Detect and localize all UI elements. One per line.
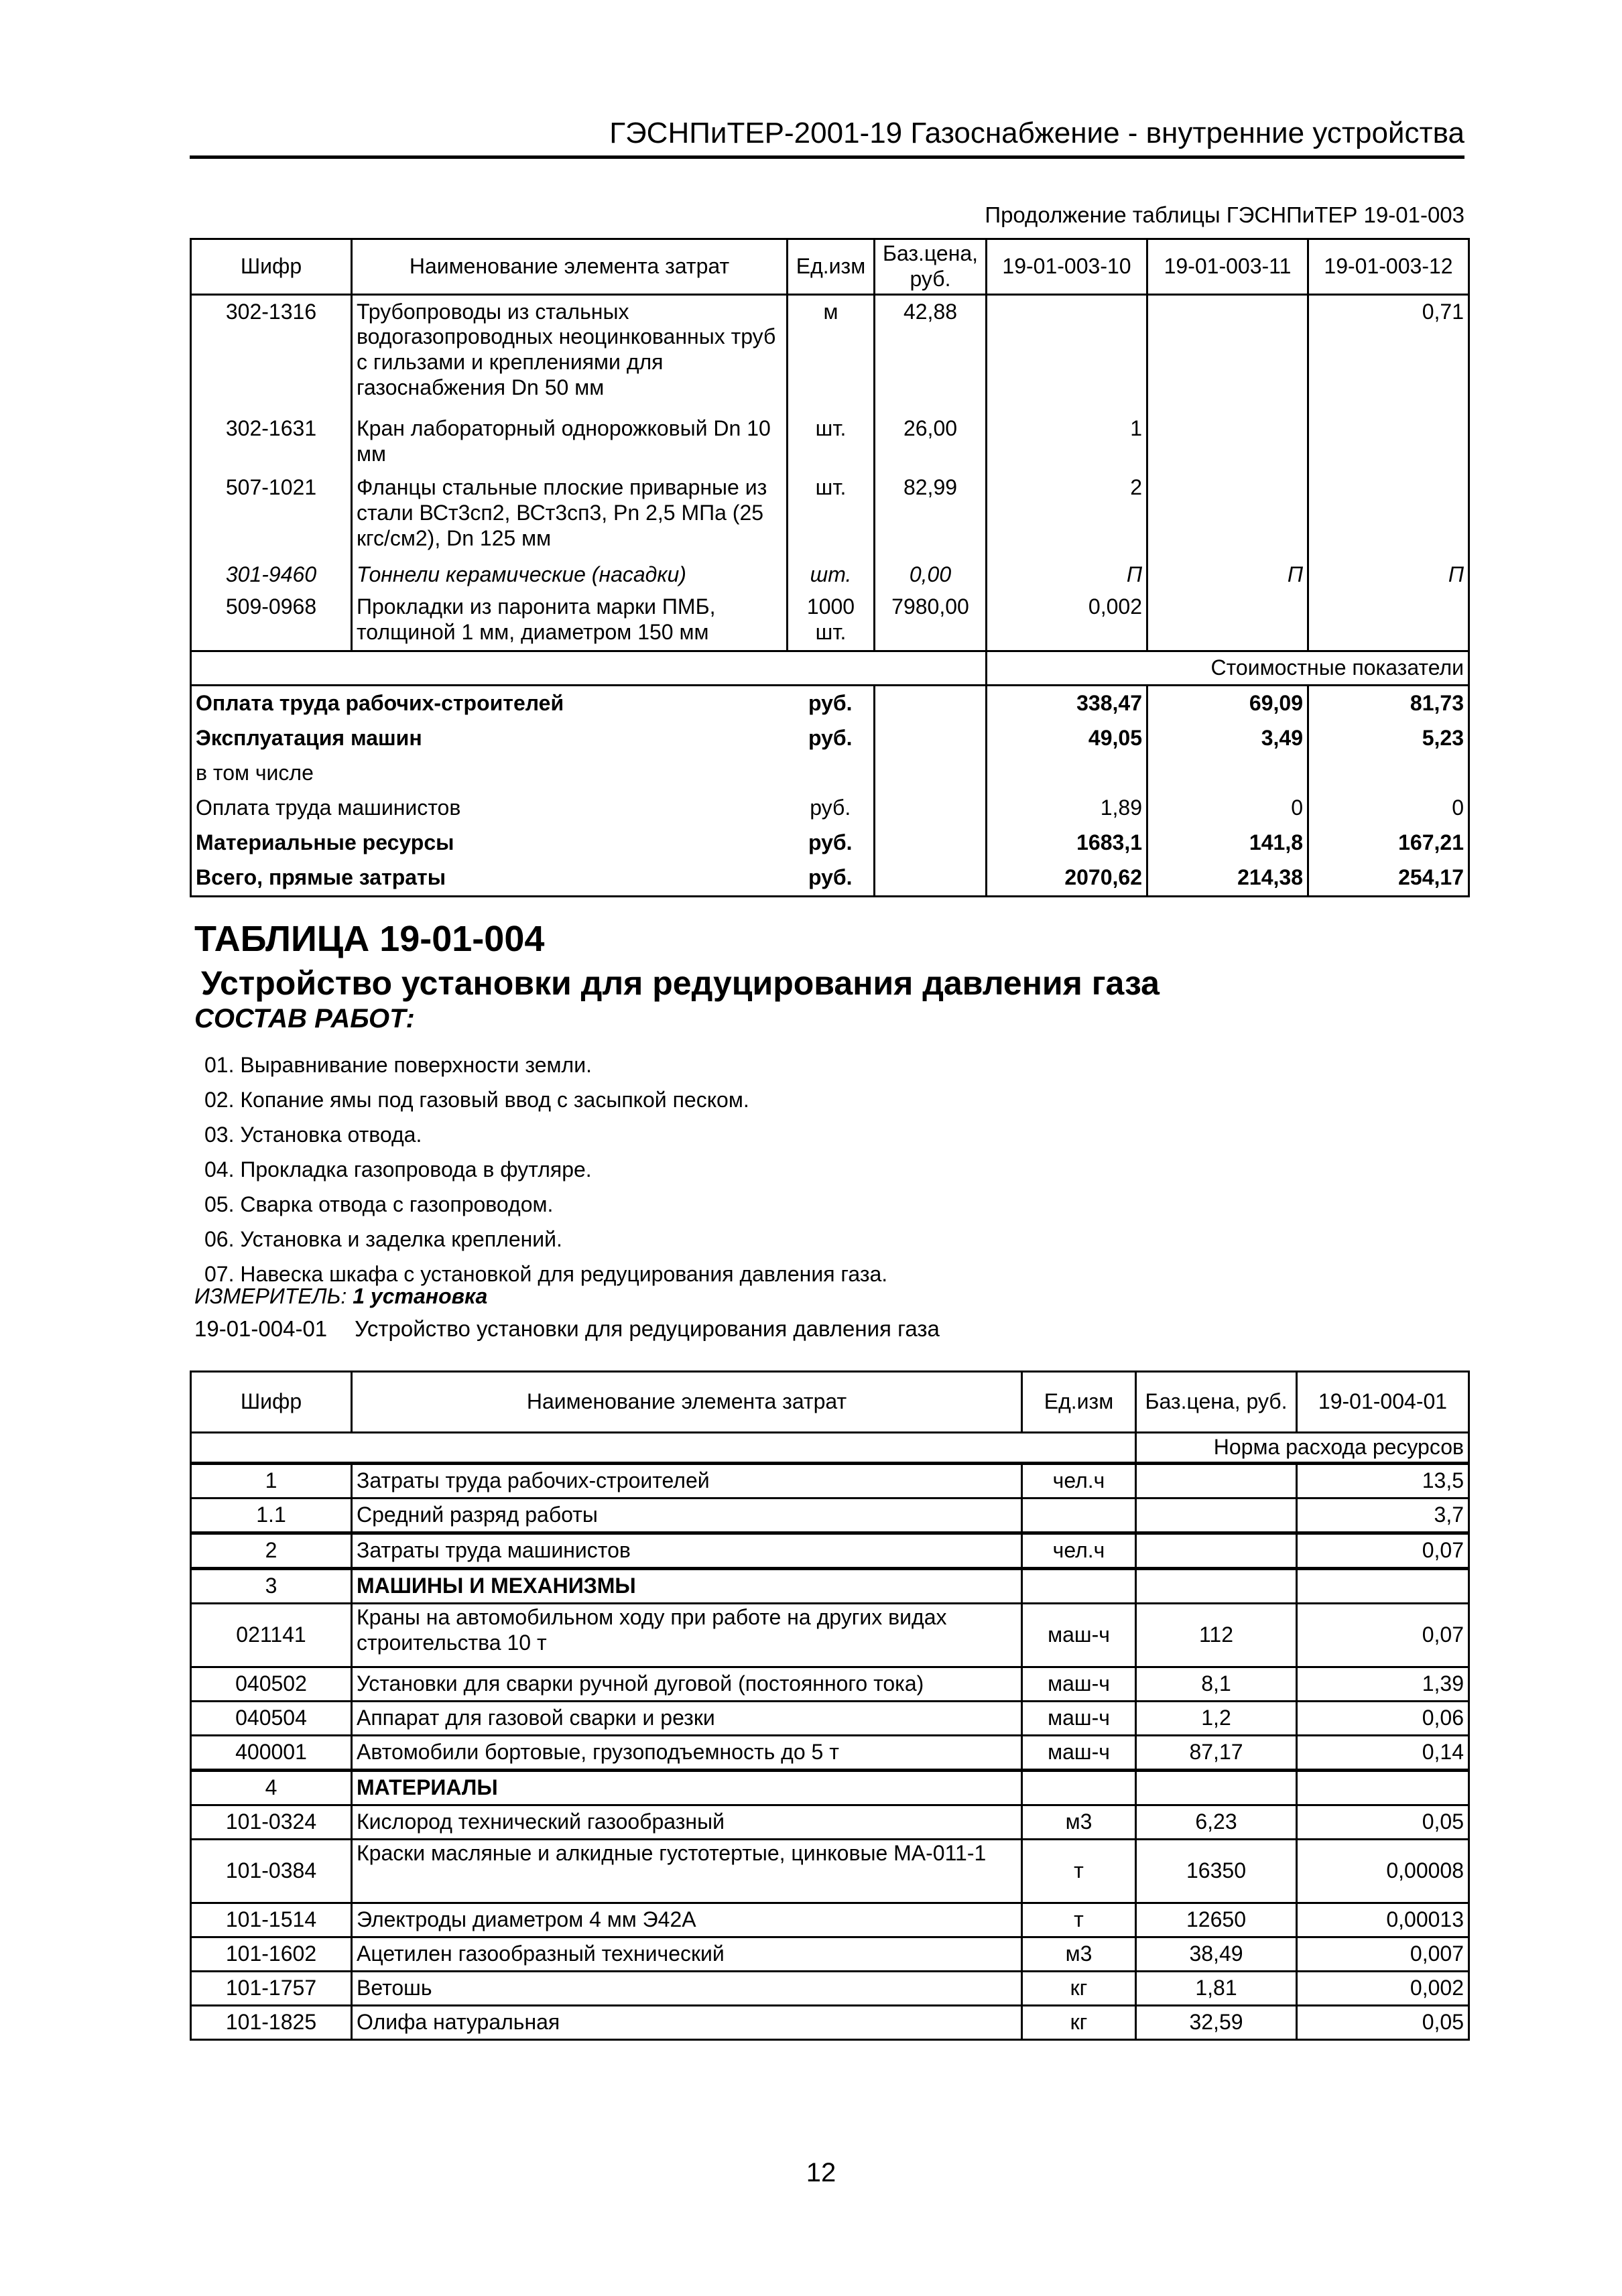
row-price (1136, 1498, 1297, 1533)
row-value: 13,5 (1297, 1464, 1469, 1498)
row-code: 507-1021 (225, 475, 317, 499)
norm-line (194, 1316, 940, 1342)
row-code: 2 (191, 1533, 352, 1569)
blank-cell (191, 651, 987, 685)
cost-value-1 (987, 756, 1147, 791)
row-code: 301-9460 (225, 562, 317, 586)
row-unit: кг (1022, 2006, 1136, 2040)
cost-price-blank (875, 721, 987, 756)
cost-row (191, 721, 1469, 756)
list-item: 06. Установка и заделка креплений. (204, 1227, 562, 1251)
row-code: 1 (191, 1464, 352, 1498)
table-row (191, 2006, 1469, 2040)
row-code: 509-0968 (225, 594, 317, 619)
row-price (1136, 1533, 1297, 1569)
row-name: МАШИНЫ И МЕХАНИЗМЫ (352, 1569, 1022, 1604)
row-code: 040504 (191, 1702, 352, 1736)
header-col-2: 19-01-003-11 (1147, 239, 1308, 295)
row-name: Ветошь (352, 1972, 1022, 2006)
row-name: Затраты труда рабочих-строителей (352, 1464, 1022, 1498)
row-price: 1,81 (1136, 1972, 1297, 2006)
cost-label: Материальные ресурсы (196, 830, 454, 854)
row-name: Фланцы стальные плоские приварные из стали ВСт3сп2, ВСт3сп3, Pn 2,5 МПа (25 кгс/см2), Dn 125 мм (352, 474, 788, 561)
cost-label: Эксплуатация машин (196, 725, 422, 750)
row-name: Краски масляные и алкидные густотертые, цинковые МА-011-1 (352, 1840, 1022, 1903)
table-row (191, 1604, 1469, 1667)
table-row (191, 294, 1469, 415)
list-item: 05. Сварка отвода с газопроводом. (204, 1192, 554, 1216)
cost-unit: руб. (788, 721, 875, 756)
row-value: 0,05 (1297, 1805, 1469, 1840)
row-value-3 (1308, 415, 1469, 474)
cost-value-2: 0 (1147, 791, 1308, 826)
row-unit: маш-ч (1022, 1667, 1136, 1702)
row-value-2 (1147, 415, 1308, 474)
header-name: Наименование элемента затрат (352, 239, 788, 295)
cost-price-blank (875, 685, 987, 721)
table-row (191, 1533, 1469, 1569)
row-unit: т (1022, 1903, 1136, 1937)
table-row (191, 1569, 1469, 1604)
cost-unit: руб. (788, 860, 875, 897)
row-price: 82,99 (875, 474, 987, 561)
row-unit: шт. (788, 415, 875, 474)
row-name: Трубопроводы из стальных водогазопроводных неоцинкованных труб с гильзами и креплениями для газоснабжения Dn 50 мм (352, 294, 788, 415)
table-row (191, 1736, 1469, 1771)
cost-label: в том числе (196, 760, 314, 785)
row-value (1297, 1771, 1469, 1805)
row-name: Краны на автомобильном ходу при работе на других видах строительства 10 т (352, 1604, 1022, 1667)
row-unit: маш-ч (1022, 1702, 1136, 1736)
row-value-3: П (1308, 561, 1469, 593)
row-code: 101-0384 (191, 1840, 352, 1903)
row-name: Аппарат для газовой сварки и резки (352, 1702, 1022, 1736)
row-price: 8,1 (1136, 1667, 1297, 1702)
section-title: ТАБЛИЦА 19-01-004 (194, 919, 545, 959)
row-value: 0,00008 (1297, 1840, 1469, 1903)
cost-value-1: 1,89 (987, 791, 1147, 826)
cost-unit: руб. (788, 826, 875, 860)
table-row (191, 1972, 1469, 2006)
table-row (191, 593, 1469, 651)
row-unit: шт. (788, 474, 875, 561)
cost-row (191, 685, 1469, 721)
row-value-1: 2 (987, 474, 1147, 561)
table-row (191, 1667, 1469, 1702)
row-value: 0,07 (1297, 1533, 1469, 1569)
row-unit: чел.ч (1022, 1464, 1136, 1498)
cost-price-blank (875, 756, 987, 791)
row-price: 0,00 (875, 561, 987, 593)
section-subtitle: Устройство установки для редуцирования давления газа (201, 964, 1160, 1002)
row-code: 4 (191, 1771, 352, 1805)
row-name: Электроды диаметром 4 мм Э42А (352, 1903, 1022, 1937)
row-value: 0,00013 (1297, 1903, 1469, 1937)
cost-value-1: 2070,62 (987, 860, 1147, 897)
list-item: 02. Копание ямы под газовый ввод с засыпкой песком. (204, 1088, 749, 1112)
header-col: 19-01-004-01 (1297, 1372, 1469, 1433)
row-unit: маш-ч (1022, 1736, 1136, 1771)
cost-value-2: 69,09 (1147, 685, 1308, 721)
list-item: 03. Установка отвода. (204, 1123, 422, 1147)
row-value-1: 1 (987, 415, 1147, 474)
norm-name: Устройство установки для редуцирования давления газа (355, 1316, 940, 1341)
row-value: 0,007 (1297, 1937, 1469, 1972)
row-code: 1.1 (191, 1498, 352, 1533)
row-code: 302-1316 (225, 299, 317, 324)
table-row (191, 474, 1469, 561)
row-code: 302-1631 (225, 416, 317, 440)
row-code: 040502 (191, 1667, 352, 1702)
cost-row (191, 826, 1469, 860)
header-col-1: 19-01-003-10 (987, 239, 1147, 295)
table-row (191, 561, 1469, 593)
row-value: 1,39 (1297, 1667, 1469, 1702)
cost-price-blank (875, 791, 987, 826)
cost-value-3: 81,73 (1308, 685, 1469, 721)
cost-value-2: 141,8 (1147, 826, 1308, 860)
cost-value-3: 167,21 (1308, 826, 1469, 860)
row-value-2 (1147, 593, 1308, 651)
cost-value-3 (1308, 756, 1469, 791)
row-code: 101-0324 (191, 1805, 352, 1840)
page-number: 12 (806, 2158, 836, 2187)
cost-value-2: 214,38 (1147, 860, 1308, 897)
resource-table-19-01-004 (190, 1370, 1470, 2041)
row-unit (1022, 1771, 1136, 1805)
cost-label: Оплата труда машинистов (196, 795, 461, 820)
row-value-3: 0,71 (1308, 294, 1469, 415)
list-item: 07. Навеска шкафа с установкой для редуцирования давления газа. (204, 1262, 888, 1286)
norm-row (191, 1433, 1469, 1464)
row-unit (1022, 1569, 1136, 1604)
cost-indicators-title-row (191, 651, 1469, 685)
row-unit: м3 (1022, 1937, 1136, 1972)
cost-price-blank (875, 860, 987, 897)
table-continuation-note: Продолжение таблицы ГЭСНПиТЕР 19-01-003 (985, 202, 1464, 227)
header-col-3: 19-01-003-12 (1308, 239, 1469, 295)
cost-value-1: 49,05 (987, 721, 1147, 756)
table-row (191, 1903, 1469, 1937)
row-value (1297, 1569, 1469, 1604)
list-item: 04. Прокладка газопровода в футляре. (204, 1157, 592, 1182)
blank-cell (191, 1433, 1136, 1464)
row-code: 101-1514 (191, 1903, 352, 1937)
cost-value-3: 254,17 (1308, 860, 1469, 897)
row-price: 7980,00 (875, 593, 987, 651)
table-row (191, 1464, 1469, 1498)
row-value: 0,06 (1297, 1702, 1469, 1736)
row-name: Автомобили бортовые, грузоподъемность до 5 т (352, 1736, 1022, 1771)
row-unit: 1000 шт. (788, 593, 875, 651)
row-unit: чел.ч (1022, 1533, 1136, 1569)
measure-label: ИЗМЕРИТЕЛЬ: (194, 1284, 347, 1308)
row-price (1136, 1771, 1297, 1805)
row-value: 0,002 (1297, 1972, 1469, 2006)
row-code: 021141 (191, 1604, 352, 1667)
header-name: Наименование элемента затрат (352, 1372, 1022, 1433)
header-price: Баз.цена, руб. (875, 239, 987, 295)
row-price: 26,00 (875, 415, 987, 474)
row-unit: шт. (788, 561, 875, 593)
row-name: Средний разряд работы (352, 1498, 1022, 1533)
list-item: 01. Выравнивание поверхности земли. (204, 1053, 592, 1077)
table-row (191, 1840, 1469, 1903)
cost-value-1: 338,47 (987, 685, 1147, 721)
row-name: Олифа натуральная (352, 2006, 1022, 2040)
row-value-3 (1308, 474, 1469, 561)
row-unit: т (1022, 1840, 1136, 1903)
row-price: 42,88 (875, 294, 987, 415)
row-code: 101-1757 (191, 1972, 352, 2006)
norm-consumption-label: Норма расхода ресурсов (1136, 1433, 1469, 1464)
resource-table-19-01-003 (190, 238, 1470, 897)
row-value: 0,05 (1297, 2006, 1469, 2040)
row-price: 87,17 (1136, 1736, 1297, 1771)
works-title: СОСТАВ РАБОТ: (194, 1004, 415, 1033)
row-value: 3,7 (1297, 1498, 1469, 1533)
row-value-2 (1147, 294, 1308, 415)
row-price: 32,59 (1136, 2006, 1297, 2040)
row-value-3 (1308, 593, 1469, 651)
row-code: 101-1602 (191, 1937, 352, 1972)
measure-line (194, 1284, 487, 1309)
header-code: Шифр (191, 239, 352, 295)
row-value-1 (987, 294, 1147, 415)
cost-unit: руб. (788, 685, 875, 721)
row-unit: м (788, 294, 875, 415)
cost-price-blank (875, 826, 987, 860)
row-name: Прокладки из паронита марки ПМБ, толщиной 1 мм, диаметром 150 мм (352, 593, 788, 651)
header-unit: Ед.изм (788, 239, 875, 295)
row-name: Кран лабораторный однорожковый Dn 10 мм (352, 415, 788, 474)
cost-row (191, 860, 1469, 897)
cost-unit (788, 756, 875, 791)
running-header: ГЭСНПиТЕР-2001-19 Газоснабжение - внутренние устройства (190, 111, 1464, 159)
row-price (1136, 1569, 1297, 1604)
row-price: 16350 (1136, 1840, 1297, 1903)
cost-value-2: 3,49 (1147, 721, 1308, 756)
table-row (191, 1805, 1469, 1840)
table-row (191, 1937, 1469, 1972)
cost-label: Оплата труда рабочих-строителей (191, 685, 788, 721)
table-row (191, 1771, 1469, 1805)
row-price: 38,49 (1136, 1937, 1297, 1972)
row-price (1136, 1464, 1297, 1498)
cost-unit: руб. (788, 791, 875, 826)
cost-row (191, 791, 1469, 826)
table-row (191, 1498, 1469, 1533)
row-unit (1022, 1498, 1136, 1533)
header-price: Баз.цена, руб. (1136, 1372, 1297, 1433)
row-name: Кислород технический газообразный (352, 1805, 1022, 1840)
row-price: 6,23 (1136, 1805, 1297, 1840)
table-row (191, 1702, 1469, 1736)
header-unit: Ед.изм (1022, 1372, 1136, 1433)
row-value: 0,07 (1297, 1604, 1469, 1667)
table-row (191, 415, 1469, 474)
row-price: 1,2 (1136, 1702, 1297, 1736)
row-code: 101-1825 (191, 2006, 352, 2040)
row-price: 12650 (1136, 1903, 1297, 1937)
row-unit: м3 (1022, 1805, 1136, 1840)
row-unit: маш-ч (1022, 1604, 1136, 1667)
cost-row (191, 756, 1469, 791)
cost-value-1: 1683,1 (987, 826, 1147, 860)
cost-indicators-title: Стоимостные показатели (987, 651, 1469, 685)
row-code: 3 (191, 1569, 352, 1604)
row-code: 400001 (191, 1736, 352, 1771)
row-value: 0,14 (1297, 1736, 1469, 1771)
works-list (204, 1047, 887, 1291)
row-value-2 (1147, 474, 1308, 561)
header-code: Шифр (191, 1372, 352, 1433)
row-name: Затраты труда машинистов (352, 1533, 1022, 1569)
row-unit: кг (1022, 1972, 1136, 2006)
row-name: МАТЕРИАЛЫ (352, 1771, 1022, 1805)
row-name: Ацетилен газообразный технический (352, 1937, 1022, 1972)
row-name: Установки для сварки ручной дуговой (постоянного тока) (352, 1667, 1022, 1702)
measure-value: 1 установка (353, 1284, 488, 1308)
cost-value-3: 5,23 (1308, 721, 1469, 756)
row-value-2: П (1147, 561, 1308, 593)
cost-label: Всего, прямые затраты (196, 865, 446, 889)
row-name: Тоннели керамические (насадки) (352, 561, 788, 593)
norm-code: 19-01-004-01 (194, 1316, 328, 1341)
row-value-1: П (987, 561, 1147, 593)
row-price: 112 (1136, 1604, 1297, 1667)
cost-value-3: 0 (1308, 791, 1469, 826)
row-value-1: 0,002 (987, 593, 1147, 651)
cost-value-2 (1147, 756, 1308, 791)
